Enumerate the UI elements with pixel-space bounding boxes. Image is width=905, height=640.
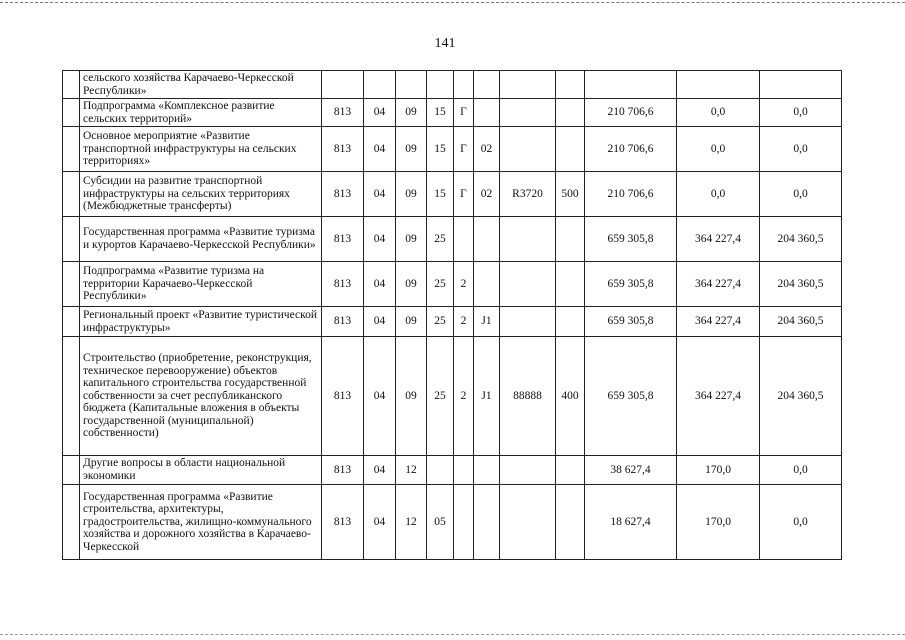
cell-program: 25 (427, 217, 454, 262)
cell-event: 02 (474, 127, 500, 172)
cell-direction (500, 307, 556, 337)
cell-program (427, 71, 454, 99)
cell-direction: R3720 (500, 172, 556, 217)
cell-direction (500, 99, 556, 127)
cell-sum-3: 204 360,5 (760, 307, 842, 337)
cell-sum-1: 18 627,4 (585, 485, 677, 560)
cell-rz: 04 (364, 307, 396, 337)
cell-program: 25 (427, 262, 454, 307)
cell-sum-3: 204 360,5 (760, 262, 842, 307)
cell-pr: 09 (396, 172, 427, 217)
cell-event (474, 99, 500, 127)
table-body (63, 71, 842, 560)
cell-sum-2: 170,0 (677, 485, 760, 560)
table-row (63, 217, 842, 262)
cell-grbs (322, 71, 364, 99)
cell-program (427, 456, 454, 485)
page-number: 141 (434, 36, 456, 51)
cell-subprogram: 2 (454, 337, 474, 456)
cell-event (474, 217, 500, 262)
cell-subprogram (454, 456, 474, 485)
cell-sum-1: 210 706,6 (585, 172, 677, 217)
cell-subprogram: Г (454, 127, 474, 172)
cell-program: 15 (427, 99, 454, 127)
cell-sum-3: 204 360,5 (760, 217, 842, 262)
scan-top-edge (0, 2, 905, 3)
cell-program: 25 (427, 307, 454, 337)
cell-rz: 04 (364, 172, 396, 217)
cell-rz: 04 (364, 127, 396, 172)
table-row (63, 485, 842, 560)
blank-cell (63, 485, 80, 560)
cell-rz (364, 71, 396, 99)
cell-sum-1: 38 627,4 (585, 456, 677, 485)
cell-event (474, 485, 500, 560)
blank-cell (63, 337, 80, 456)
cell-rz: 04 (364, 262, 396, 307)
cell-sum-1: 210 706,6 (585, 127, 677, 172)
table-row (63, 127, 842, 172)
cell-vr (556, 127, 585, 172)
row-name: Государственная программа «Развитие туризма и курортов Карачаево-Черкесской Республики» (80, 217, 322, 262)
cell-event: J1 (474, 307, 500, 337)
cell-subprogram: Г (454, 99, 474, 127)
cell-program: 15 (427, 127, 454, 172)
blank-cell (63, 217, 80, 262)
cell-event: J1 (474, 337, 500, 456)
cell-pr: 09 (396, 127, 427, 172)
blank-cell (63, 307, 80, 337)
cell-rz: 04 (364, 456, 396, 485)
cell-sum-1: 210 706,6 (585, 99, 677, 127)
cell-sum-1: 659 305,8 (585, 307, 677, 337)
cell-grbs: 813 (322, 172, 364, 217)
cell-sum-2: 364 227,4 (677, 307, 760, 337)
cell-sum-2: 0,0 (677, 99, 760, 127)
cell-direction (500, 485, 556, 560)
row-name: Подпрограмма «Развитие туризма на территории Карачаево-Черкесской Республики» (80, 262, 322, 307)
cell-sum-3: 0,0 (760, 172, 842, 217)
row-name: Государственная программа «Развитие строительства, архитектуры, градостроительства, жилищно-коммунального хозяйства и дорожного хозяйства в Карачаево-Черкесской (80, 485, 322, 560)
cell-subprogram (454, 71, 474, 99)
blank-cell (63, 456, 80, 485)
row-name: Подпрограмма «Комплексное развитие сельских территорий» (80, 99, 322, 127)
cell-sum-3: 0,0 (760, 127, 842, 172)
cell-sum-2: 0,0 (677, 127, 760, 172)
table-row (63, 456, 842, 485)
table-row (63, 172, 842, 217)
cell-sum-1: 659 305,8 (585, 337, 677, 456)
cell-sum-1: 659 305,8 (585, 217, 677, 262)
cell-sum-2: 170,0 (677, 456, 760, 485)
cell-pr: 09 (396, 99, 427, 127)
cell-pr (396, 71, 427, 99)
cell-sum-2: 364 227,4 (677, 337, 760, 456)
cell-direction (500, 262, 556, 307)
cell-sum-3 (760, 71, 842, 99)
cell-vr (556, 262, 585, 307)
cell-sum-2: 364 227,4 (677, 262, 760, 307)
cell-sum-1: 659 305,8 (585, 262, 677, 307)
table-row (63, 307, 842, 337)
cell-sum-1 (585, 71, 677, 99)
row-name: Субсидии на развитие транспортной инфраструктуры на сельских территориях (Межбюджетные трансферты) (80, 172, 322, 217)
cell-program: 15 (427, 172, 454, 217)
cell-vr (556, 71, 585, 99)
blank-cell (63, 127, 80, 172)
cell-pr: 09 (396, 337, 427, 456)
cell-subprogram: 2 (454, 262, 474, 307)
cell-grbs: 813 (322, 307, 364, 337)
budget-table (62, 70, 842, 560)
cell-grbs: 813 (322, 217, 364, 262)
cell-vr: 500 (556, 172, 585, 217)
cell-sum-3: 204 360,5 (760, 337, 842, 456)
cell-pr: 09 (396, 307, 427, 337)
cell-direction (500, 127, 556, 172)
cell-sum-3: 0,0 (760, 456, 842, 485)
cell-event: 02 (474, 172, 500, 217)
cell-event (474, 262, 500, 307)
blank-cell (63, 99, 80, 127)
cell-sum-3: 0,0 (760, 99, 842, 127)
row-name: Другие вопросы в области национальной экономики (80, 456, 322, 485)
cell-event (474, 71, 500, 99)
cell-grbs: 813 (322, 127, 364, 172)
cell-vr: 400 (556, 337, 585, 456)
cell-grbs: 813 (322, 485, 364, 560)
cell-grbs: 813 (322, 262, 364, 307)
cell-vr (556, 99, 585, 127)
cell-direction: 88888 (500, 337, 556, 456)
cell-direction (500, 217, 556, 262)
cell-subprogram: 2 (454, 307, 474, 337)
cell-pr: 12 (396, 456, 427, 485)
cell-rz: 04 (364, 217, 396, 262)
blank-cell (63, 71, 80, 99)
cell-sum-2 (677, 71, 760, 99)
cell-program: 25 (427, 337, 454, 456)
cell-vr (556, 456, 585, 485)
row-name: Основное мероприятие «Развитие транспортной инфраструктуры на сельских территориях» (80, 127, 322, 172)
cell-pr: 12 (396, 485, 427, 560)
blank-cell (63, 262, 80, 307)
cell-sum-2: 364 227,4 (677, 217, 760, 262)
row-name: Строительство (приобретение, реконструкция, техническое перевооружение) объектов капитального строительства государственной собственности за счет республиканского бюджета (Капитальные вложения в объекты государственной (муниципальной) собственности) (80, 337, 322, 456)
cell-subprogram: Г (454, 172, 474, 217)
table-row (63, 262, 842, 307)
cell-sum-3: 0,0 (760, 485, 842, 560)
table-row (63, 337, 842, 456)
table-row (63, 99, 842, 127)
blank-cell (63, 172, 80, 217)
cell-sum-2: 0,0 (677, 172, 760, 217)
cell-vr (556, 485, 585, 560)
cell-rz: 04 (364, 99, 396, 127)
cell-subprogram (454, 217, 474, 262)
cell-grbs: 813 (322, 337, 364, 456)
scan-bottom-edge (0, 634, 905, 635)
cell-subprogram (454, 485, 474, 560)
cell-vr (556, 217, 585, 262)
cell-vr (556, 307, 585, 337)
row-name: сельского хозяйства Карачаево-Черкесской Республики» (80, 71, 322, 99)
cell-event (474, 456, 500, 485)
cell-program: 05 (427, 485, 454, 560)
cell-pr: 09 (396, 262, 427, 307)
cell-rz: 04 (364, 337, 396, 456)
cell-grbs: 813 (322, 99, 364, 127)
cell-pr: 09 (396, 217, 427, 262)
cell-direction (500, 456, 556, 485)
cell-direction (500, 71, 556, 99)
row-name: Региональный проект «Развитие туристической инфраструктуры» (80, 307, 322, 337)
cell-rz: 04 (364, 485, 396, 560)
cell-grbs: 813 (322, 456, 364, 485)
table-row (63, 71, 842, 99)
